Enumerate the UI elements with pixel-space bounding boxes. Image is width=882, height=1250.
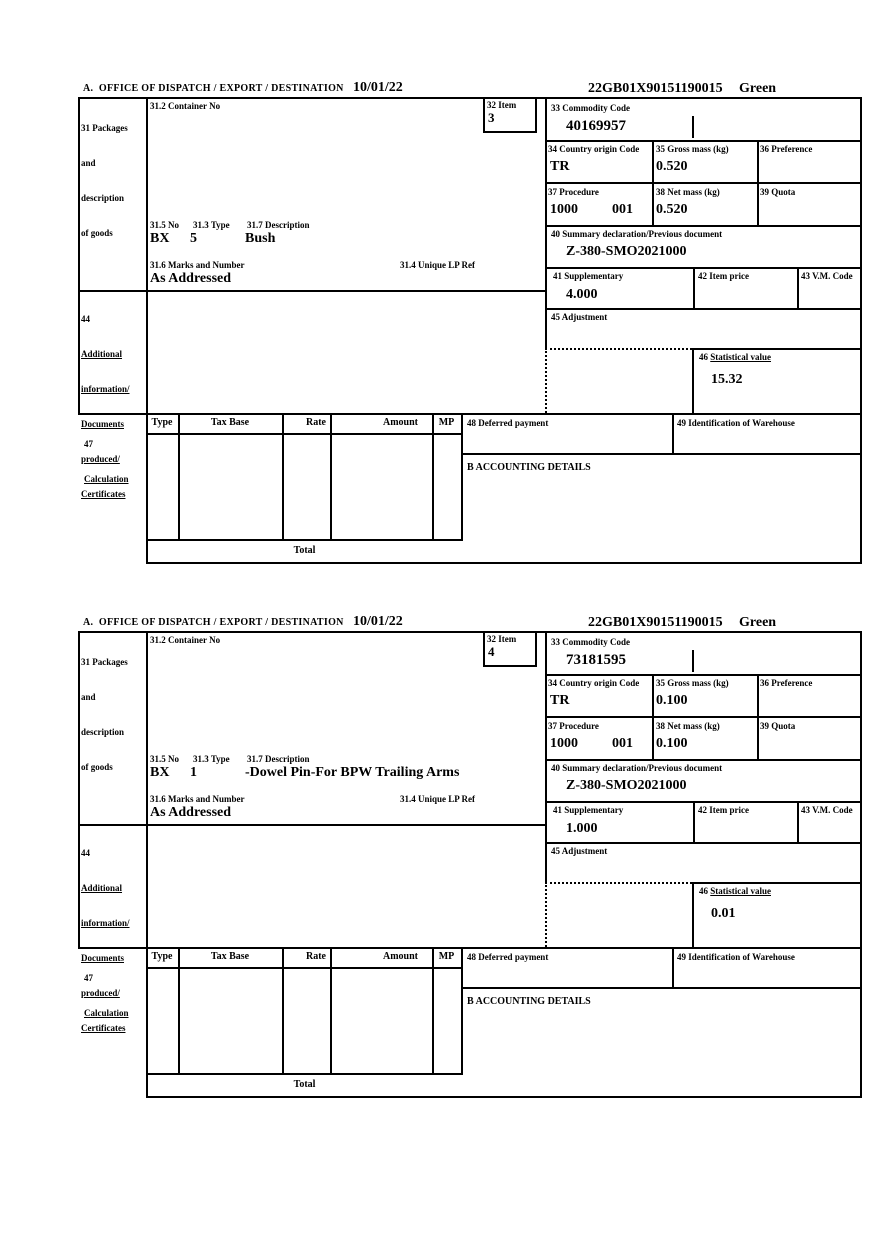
calc-total-label: Total [293,1079,316,1090]
marks-row-bottom-border [78,290,545,292]
item-price-divider [693,267,695,308]
commodity-code-label: 33 Commodity Code [551,103,630,113]
calculation-label-text: Calculation [84,1008,129,1018]
calc-col-header-taxbase: Tax Base [210,951,250,962]
additional-info-line: Certificates [81,489,126,499]
packages-label-line: and [81,158,96,168]
statistical-value-label-no: 46 [699,352,711,362]
adjustment-dotted-left-border [545,348,547,413]
deferred-payment-label: 48 Deferred payment [467,418,549,428]
unique-lp-ref-label: 31.4 Unique LP Ref [400,794,476,804]
calculation-label-no: 47 [84,439,93,449]
gross-mass-value: 0.520 [656,159,688,174]
statistical-value-label [699,352,771,363]
additional-info-line: Documents [81,419,124,429]
quota-label: 39 Quota [760,187,796,197]
adjustment-box-top-border [545,842,860,844]
calculation-label [84,951,129,1043]
commodity-code-value: 73181595 [566,652,626,668]
declaration-item-form [0,80,882,585]
item-no-value: 3 [488,110,495,125]
form-left-border [78,97,80,413]
marks-value: As Addressed [150,271,232,286]
additional-info-line: 44 [81,848,90,858]
pkg-no-label: 31.5 No [150,754,179,764]
calc-header-bottom-border [146,433,463,435]
calc-col-divider [282,413,284,539]
form-right-border [860,97,862,563]
statistical-value-label-text: Statistical value [710,352,771,362]
statistical-value-label [699,886,771,897]
additional-info-line: Additional [81,349,123,359]
warehouse-divider [672,413,674,453]
supplementary-label: 41 Supplementary [553,805,624,815]
form-right-border [860,631,862,1097]
previous-document-value: Z-380-SMO2021000 [566,244,687,259]
warehouse-divider [672,947,674,987]
adjustment-label: 45 Adjustment [551,312,608,322]
additional-info-line: Documents [81,953,124,963]
item-price-label: 42 Item price [698,271,749,281]
packages-type-value: 5 [190,231,197,246]
vm-code-divider [797,267,799,308]
form-top-border [78,631,862,633]
additional-info-line: produced/ [81,988,120,998]
calc-grid-bottom-border [146,1073,463,1075]
country-origin-value: TR [550,159,570,174]
supplementary-row-border [545,267,860,269]
declaration-reference: 22GB01X90151190015 [588,615,723,630]
net-mass-value: 0.520 [656,202,688,217]
statistical-value: 15.32 [711,372,743,387]
preference-label: 36 Preference [760,144,813,154]
calculation-label-text: Calculation [84,474,129,484]
procedure-value-2: 001 [612,736,633,751]
warehouse-id-label: 49 Identification of Warehouse [677,418,795,428]
pkg-description-label: 31.7 Description [247,220,310,230]
item-no-value: 4 [488,644,495,659]
gross-mass-value: 0.100 [656,693,688,708]
packages-label-line: 31 Packages [81,657,128,667]
goods-description-value: -Dowel Pin-For BPW Trailing Arms [245,765,460,780]
summary-declaration-label: 40 Summary declaration/Previous document [551,229,723,239]
marks-and-number-label: 31.6 Marks and Number [150,794,245,804]
item-label: 32 Item [487,100,517,110]
declaration-reference: 22GB01X90151190015 [588,81,723,96]
commodity-code-tick [692,116,694,138]
vm-code-label: 43 V.M. Code [801,805,853,815]
procedure-value-1: 1000 [550,202,578,217]
quota-label: 39 Quota [760,721,796,731]
declaration-date: 10/01/22 [353,614,403,629]
form-bottom-border [146,1096,862,1098]
additional-info-line: Additional [81,883,123,893]
calc-col-header-taxbase: Tax Base [210,417,250,428]
office-of-dispatch-label: A. OFFICE OF DISPATCH / EXPORT / DESTINATION [83,83,344,94]
packages-type-value: 1 [190,765,197,780]
adjustment-dotted-top-border [545,882,692,884]
calc-table-right-border [461,947,463,1073]
summary-box-top-border [545,225,860,227]
packages-no-value: BX [150,765,170,780]
packages-label-line: description [81,193,125,203]
supplementary-units-value: 4.000 [566,287,598,302]
calc-col-header-type: Type [151,951,173,962]
commodity-code-value: 40169957 [566,118,626,134]
calc-col-header-mp: MP [438,417,455,428]
container-no-label: 31.2 Container No [150,635,221,645]
item-label: 32 Item [487,634,517,644]
declaration-item-form [0,614,882,1119]
item-price-divider [693,801,695,842]
calc-table-right-border [461,413,463,539]
marks-and-number-label: 31.6 Marks and Number [150,260,245,270]
middle-right-divider [545,97,547,348]
commodity-code-tick [692,650,694,672]
gross-mass-label: 35 Gross mass (kg) [656,144,729,154]
pkg-type-label: 31.3 Type [193,754,230,764]
marks-row-bottom-border [78,824,545,826]
pkg-description-label: 31.7 Description [247,754,310,764]
calculation-label [84,417,129,509]
warehouse-id-label: 49 Identification of Warehouse [677,952,795,962]
commodity-box-bottom-border [545,674,860,676]
calc-col-divider [432,947,434,1073]
packages-label [81,635,128,797]
procedure-value-1: 1000 [550,736,578,751]
additional-info-line: information/ [81,384,130,394]
additional-info-line: Certificates [81,1023,126,1033]
form-top-border [78,97,862,99]
statistical-value: 0.01 [711,906,736,921]
packages-label [81,101,128,263]
previous-document-value: Z-380-SMO2021000 [566,778,687,793]
vm-code-divider [797,801,799,842]
calc-header-bottom-border [146,967,463,969]
label-column-divider [146,631,148,1097]
packages-no-value: BX [150,231,170,246]
additional-info-line: information/ [81,918,130,928]
net-mass-value: 0.100 [656,736,688,751]
item-price-label: 42 Item price [698,805,749,815]
statistical-value-label-text: Statistical value [710,886,771,896]
adjustment-dotted-left-border [545,882,547,947]
calc-col-header-type: Type [151,417,173,428]
office-of-dispatch-label: A. OFFICE OF DISPATCH / EXPORT / DESTINATION [83,617,344,628]
routing-status: Green [739,615,777,630]
summary-box-top-border [545,759,860,761]
pkg-no-label: 31.5 No [150,220,179,230]
packages-label-line: of goods [81,762,113,772]
deferred-row-bottom-border [461,453,862,455]
packages-label-line: of goods [81,228,113,238]
procedure-label: 37 Procedure [548,187,599,197]
packages-label-line: and [81,692,96,702]
calc-col-divider [178,947,180,1073]
adjustment-label: 45 Adjustment [551,846,608,856]
supplementary-row-border [545,801,860,803]
procedure-row-border [545,716,860,718]
preference-label: 36 Preference [760,678,813,688]
pkg-type-label: 31.3 Type [193,220,230,230]
country-origin-label: 34 Country origin Code [548,678,640,688]
calculation-label-no: 47 [84,973,93,983]
calc-col-divider [282,947,284,1073]
supplementary-label: 41 Supplementary [553,271,624,281]
calc-col-divider [330,947,332,1073]
marks-value: As Addressed [150,805,232,820]
procedure-label: 37 Procedure [548,721,599,731]
statistical-value-label-no: 46 [699,886,711,896]
accounting-details-label: B ACCOUNTING DETAILS [467,996,591,1007]
country-origin-label: 34 Country origin Code [548,144,640,154]
net-mass-label: 38 Net mass (kg) [656,721,720,731]
middle-right-divider [545,631,547,882]
calc-col-divider [330,413,332,539]
deferred-payment-label: 48 Deferred payment [467,952,549,962]
accounting-details-label: B ACCOUNTING DETAILS [467,462,591,473]
adjustment-box-top-border [545,308,860,310]
form-bottom-border [146,562,862,564]
calculation-row-top-border [78,413,860,415]
goods-description-value: Bush [245,231,276,246]
unique-lp-ref-label: 31.4 Unique LP Ref [400,260,476,270]
country-origin-value: TR [550,693,570,708]
form-left-border [78,631,80,947]
calc-col-header-mp: MP [438,951,455,962]
container-no-label: 31.2 Container No [150,101,221,111]
declaration-date: 10/01/22 [353,80,403,95]
calc-col-header-amount: Amount [382,417,418,428]
summary-declaration-label: 40 Summary declaration/Previous document [551,763,723,773]
gross-mass-label: 35 Gross mass (kg) [656,678,729,688]
packages-label-line: description [81,727,125,737]
vm-code-label: 43 V.M. Code [801,271,853,281]
calculation-row-top-border [78,947,860,949]
additional-info-line: 44 [81,314,90,324]
procedure-row-border [545,182,860,184]
calc-col-header-rate: Rate [306,951,326,962]
calc-grid-bottom-border [146,539,463,541]
packages-label-line: 31 Packages [81,123,128,133]
commodity-code-label: 33 Commodity Code [551,637,630,647]
supplementary-units-value: 1.000 [566,821,598,836]
adjustment-dotted-top-border [545,348,692,350]
additional-info-line: produced/ [81,454,120,464]
deferred-row-bottom-border [461,987,862,989]
net-mass-label: 38 Net mass (kg) [656,187,720,197]
commodity-box-bottom-border [545,140,860,142]
routing-status: Green [739,81,777,96]
procedure-value-2: 001 [612,202,633,217]
calc-col-divider [178,413,180,539]
label-column-divider [146,97,148,563]
calc-total-label: Total [293,545,316,556]
calc-col-header-amount: Amount [382,951,418,962]
calc-col-header-rate: Rate [306,417,326,428]
calc-col-divider [432,413,434,539]
